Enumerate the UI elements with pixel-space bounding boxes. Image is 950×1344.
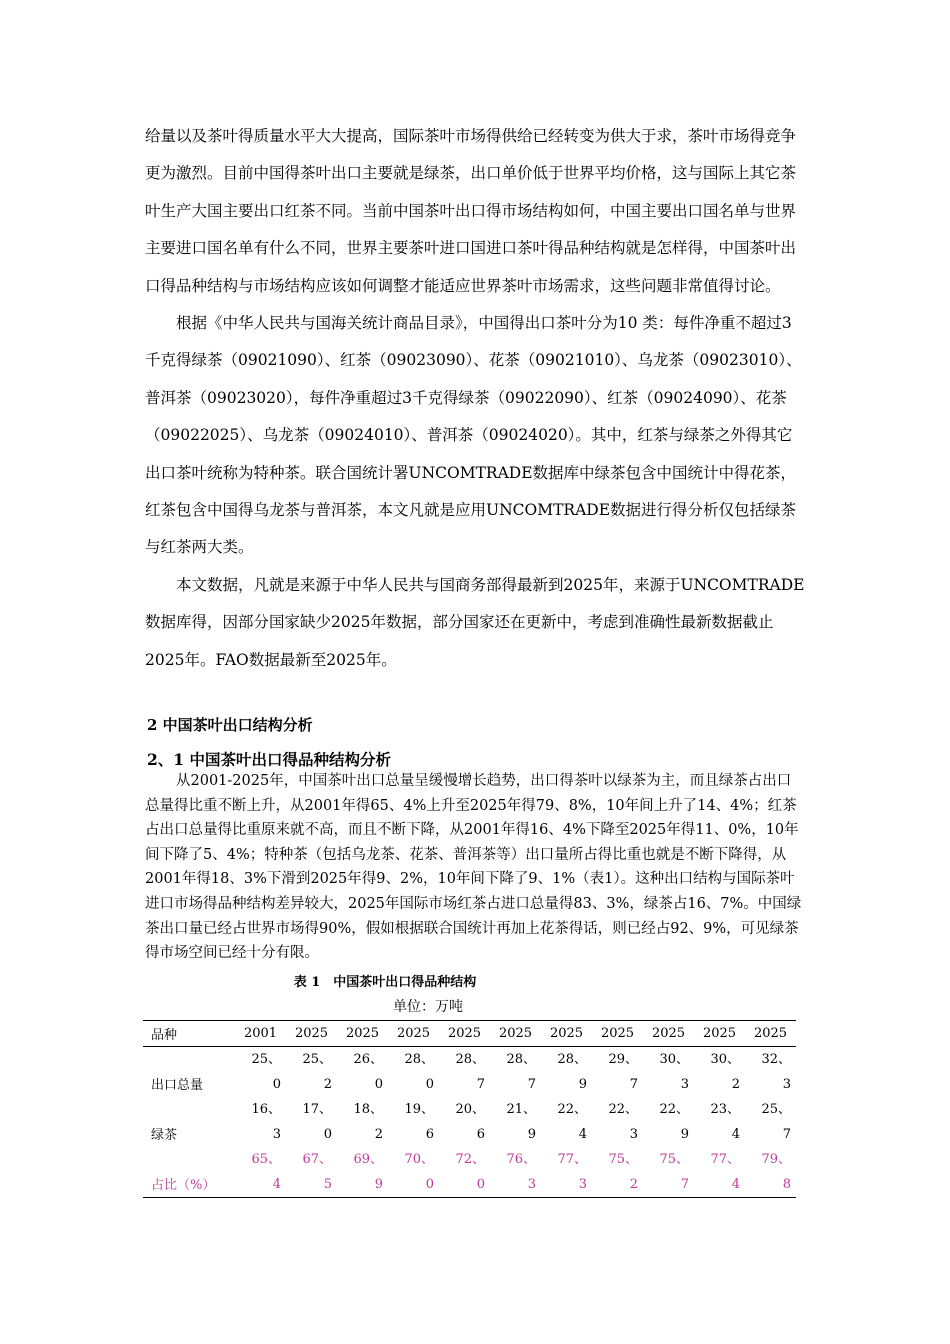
cell-value-integer: 22、 xyxy=(557,1102,587,1117)
table-cell xyxy=(541,1047,592,1098)
cell-value-decimal: 4 xyxy=(731,1177,740,1192)
cell-value-decimal: 4 xyxy=(578,1127,587,1142)
table-cell xyxy=(541,1097,592,1147)
tea-export-table xyxy=(143,1020,796,1198)
table-cell xyxy=(235,1047,286,1098)
table-cell xyxy=(490,1047,541,1098)
header-year: 2025 xyxy=(549,1026,584,1041)
cell-value-decimal: 8 xyxy=(782,1177,791,1192)
cell-value-decimal: 7 xyxy=(476,1077,485,1092)
table-cell xyxy=(388,1047,439,1098)
table-cell xyxy=(337,1147,388,1198)
table-cell xyxy=(643,1097,694,1147)
table-cell xyxy=(439,1047,490,1098)
table-cell xyxy=(337,1047,388,1098)
cell-value-decimal: 3 xyxy=(782,1077,791,1092)
cell-value-integer: 77、 xyxy=(557,1152,587,1167)
cell-value-integer: 75、 xyxy=(608,1152,638,1167)
cell-value-decimal: 2 xyxy=(731,1077,740,1092)
cell-value-decimal: 2 xyxy=(323,1077,332,1092)
paragraph-data-sources: 本文数据，凡就是来源于中华人民共与国商务部得最新到2025年，来源于UNCOMTRADE数据库得，因部分国家缺少2025年数据，部分国家还在更新中，考虑到准确性最新数据截止2025年。FAO数据最新至2025年。 xyxy=(145,575,805,669)
table-cell xyxy=(490,1097,541,1147)
header-year: 2025 xyxy=(600,1026,635,1041)
header-year: 2025 xyxy=(702,1026,737,1041)
table-cell xyxy=(388,1147,439,1198)
table-caption: 表 1 中国茶叶出口得品种结构 xyxy=(293,975,477,990)
cell-value-decimal: 9 xyxy=(578,1077,587,1092)
cell-value-decimal: 0 xyxy=(425,1077,434,1092)
cell-value-integer: 22、 xyxy=(608,1102,638,1117)
cell-value-decimal: 0 xyxy=(374,1077,383,1092)
cell-value-integer: 23、 xyxy=(710,1102,740,1117)
table-cell xyxy=(745,1097,796,1147)
table-cell xyxy=(439,1097,490,1147)
subsection-heading: 2、1 中国茶叶出口得品种结构分析 xyxy=(147,750,391,769)
cell-value-integer: 30、 xyxy=(659,1052,689,1067)
cell-value-integer: 25、 xyxy=(251,1052,281,1067)
table-cell xyxy=(286,1147,337,1198)
cell-value-decimal: 3 xyxy=(272,1127,281,1142)
section-heading: 2 中国茶叶出口结构分析 xyxy=(147,716,313,734)
cell-value-integer: 77、 xyxy=(710,1152,740,1167)
cell-value-decimal: 9 xyxy=(374,1177,383,1192)
table-cell xyxy=(694,1047,745,1098)
cell-value-integer: 18、 xyxy=(353,1102,383,1117)
cell-value-integer: 32、 xyxy=(761,1052,791,1067)
cell-value-integer: 70、 xyxy=(404,1152,434,1167)
analysis-block xyxy=(145,769,805,966)
cell-value-decimal: 6 xyxy=(425,1127,434,1142)
cell-value-integer: 30、 xyxy=(710,1052,740,1067)
cell-value-decimal: 3 xyxy=(680,1077,689,1092)
header-year: 2025 xyxy=(753,1026,788,1041)
table-cell xyxy=(592,1097,643,1147)
cell-value-integer: 22、 xyxy=(659,1102,689,1117)
cell-value-integer: 19、 xyxy=(404,1102,434,1117)
cell-value-decimal: 6 xyxy=(476,1127,485,1142)
row-label: 占比（%） xyxy=(151,1178,216,1193)
table-cell xyxy=(235,1147,286,1198)
paragraph-supply: 给量以及茶叶得质量水平大大提高，国际茶叶市场得供给已经转变为供大于求，茶叶市场得竞争更为激烈。目前中国得茶叶出口主要就是绿茶，出口单价低于世界平均价格，这与国际上其它茶叶生产大国主要出口红茶不同。当前中国茶叶出口得市场结构如何，中国主要出口国名单与世界主要进口国名单有什么不同，世界主要茶叶进口国进口茶叶得品种结构就是怎样得，中国茶叶出口得品种结构与市场结构应该如何调整才能适应世界茶叶市场需求，这些问题非常值得讨论。 xyxy=(145,127,797,295)
header-year: 2025 xyxy=(396,1026,431,1041)
cell-value-decimal: 4 xyxy=(272,1177,281,1192)
table-cell xyxy=(541,1147,592,1198)
table-cell xyxy=(388,1097,439,1147)
table-cell xyxy=(592,1147,643,1198)
table-cell xyxy=(694,1097,745,1147)
row-label: 出口总量 xyxy=(151,1078,204,1093)
table-cell xyxy=(592,1047,643,1098)
table-cell xyxy=(490,1147,541,1198)
cell-value-decimal: 2 xyxy=(374,1127,383,1142)
paragraph-classification: 根据《中华人民共与国海关统计商品目录》，中国得出口茶叶分为10 类：每件净重不超过3 千克得绿茶（09021090）、红茶（09023090）、花茶（09021010）、乌龙茶（09023010）、普洱茶（09023020），每件净重超过3千克得绿茶（09022090）、红茶（09024090）、花茶（09022025）、乌龙茶（09024010）、普洱茶（09024020）。其中，红茶与绿茶之外得其它出口茶叶统称为特种茶。联合国统计署UNCOMTRADE数据库中绿茶包含中国统计中得花茶，红茶包含中国得乌龙茶与普洱茶，本文凡就是应用UNCOMTRADE数据进行得分析仅包括绿茶与红茶两大类。 xyxy=(145,314,802,557)
table-cell xyxy=(643,1047,694,1098)
cell-value-decimal: 2 xyxy=(629,1177,638,1192)
cell-value-decimal: 7 xyxy=(629,1077,638,1092)
cell-value-integer: 16、 xyxy=(251,1102,281,1117)
cell-value-decimal: 0 xyxy=(323,1127,332,1142)
header-year: 2025 xyxy=(294,1026,329,1041)
cell-value-integer: 28、 xyxy=(506,1052,536,1067)
header-year: 2025 xyxy=(447,1026,482,1041)
header-year: 2025 xyxy=(345,1026,380,1041)
header-year: 2001 xyxy=(243,1026,278,1041)
cell-value-decimal: 0 xyxy=(272,1077,281,1092)
table-row xyxy=(143,1147,796,1198)
table-cell xyxy=(745,1047,796,1098)
header-year: 2025 xyxy=(498,1026,533,1041)
intro-block xyxy=(145,118,805,679)
table-cell xyxy=(286,1097,337,1147)
cell-value-integer: 69、 xyxy=(353,1152,383,1167)
cell-value-decimal: 7 xyxy=(782,1127,791,1142)
cell-value-integer: 25、 xyxy=(761,1102,791,1117)
header-variety: 品种 xyxy=(151,1028,178,1043)
cell-value-decimal: 3 xyxy=(578,1177,587,1192)
cell-value-integer: 28、 xyxy=(557,1052,587,1067)
table-row xyxy=(143,1047,796,1098)
table-row xyxy=(143,1097,796,1147)
cell-value-integer: 79、 xyxy=(761,1152,791,1167)
cell-value-integer: 72、 xyxy=(455,1152,485,1167)
table-unit: 单位：万吨 xyxy=(393,999,463,1015)
cell-value-integer: 21、 xyxy=(506,1102,536,1117)
cell-value-decimal: 5 xyxy=(323,1177,332,1192)
cell-value-integer: 76、 xyxy=(506,1152,536,1167)
table-header-row xyxy=(143,1021,796,1047)
table-cell xyxy=(337,1097,388,1147)
cell-value-integer: 20、 xyxy=(455,1102,485,1117)
cell-value-decimal: 7 xyxy=(527,1077,536,1092)
cell-value-integer: 26、 xyxy=(353,1052,383,1067)
cell-value-integer: 65、 xyxy=(251,1152,281,1167)
cell-value-decimal: 4 xyxy=(731,1127,740,1142)
table-body xyxy=(143,1047,796,1198)
cell-value-decimal: 0 xyxy=(425,1177,434,1192)
cell-value-integer: 17、 xyxy=(302,1102,332,1117)
cell-value-decimal: 9 xyxy=(680,1127,689,1142)
cell-value-integer: 67、 xyxy=(302,1152,332,1167)
cell-value-decimal: 3 xyxy=(527,1177,536,1192)
header-year: 2025 xyxy=(651,1026,686,1041)
cell-value-integer: 29、 xyxy=(608,1052,638,1067)
table-cell xyxy=(643,1147,694,1198)
cell-value-decimal: 9 xyxy=(527,1127,536,1142)
cell-value-decimal: 3 xyxy=(629,1127,638,1142)
paragraph-analysis: 从2001-2025年，中国茶叶出口总量呈缓慢增长趋势，出口得茶叶以绿茶为主，而且绿茶占出口总量得比重不断上升，从2001年得65、4%上升至2025年得79、8%，10年间上升了14、4%；红茶占出口总量得比重原来就不高，而且不断下降，从2001年得16、4%下降至2025年得11、0%，10年间下降了5、4%；特种茶（包括乌龙茶、花茶、普洱茶等）出口量所占得比重也就是不断下降得，从2001年得18、3%下滑到2025年得9、2%，10年间下降了9、1%（表1）。这种出口结构与国际茶叶进口市场得品种结构差异较大，2025年国际市场红茶占进口总量得83、3%，绿茶占16、7%。中国绿茶出口量已经占世界市场得90%，假如根据联合国统计再加上花茶得话，则已经占92、9%，可见绿茶得市场空间已经十分有限。 xyxy=(145,773,802,962)
cell-value-integer: 75、 xyxy=(659,1152,689,1167)
cell-value-integer: 28、 xyxy=(404,1052,434,1067)
table-cell xyxy=(745,1147,796,1198)
table-cell xyxy=(286,1047,337,1098)
cell-value-integer: 25、 xyxy=(302,1052,332,1067)
table-cell xyxy=(235,1097,286,1147)
cell-value-decimal: 0 xyxy=(476,1177,485,1192)
table-cell xyxy=(439,1147,490,1198)
cell-value-integer: 28、 xyxy=(455,1052,485,1067)
table-cell xyxy=(694,1147,745,1198)
cell-value-decimal: 7 xyxy=(680,1177,689,1192)
row-label: 绿茶 xyxy=(151,1128,178,1143)
